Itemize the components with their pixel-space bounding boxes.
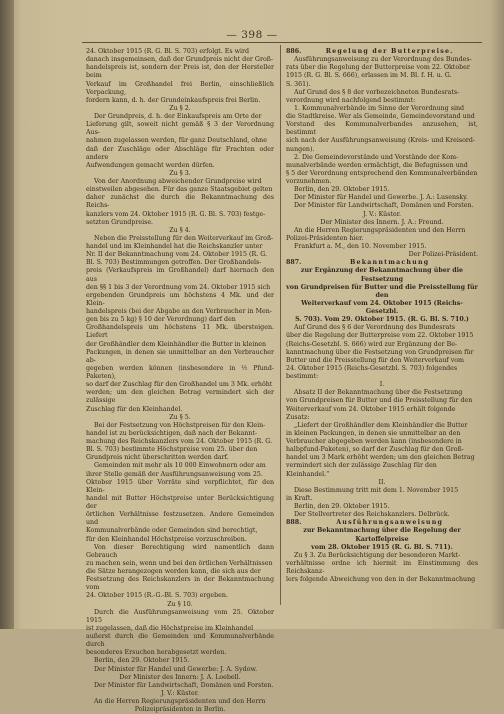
section-number: 888. bbox=[286, 519, 302, 527]
text-line: § 5 der Verordnung entsprechend den Kommunalverbänden bbox=[286, 169, 478, 177]
text-line: J. V.: Küster. bbox=[362, 210, 402, 218]
text-line: ist zugelassen, daß die Höchstpreise im Kleinhandel bbox=[86, 624, 254, 632]
text-line: Polizei-Präsidenten hier. bbox=[286, 234, 364, 242]
text-line: Großhandelspreis um höchstens 11 Mk. übersteigen. Liefert bbox=[86, 324, 274, 340]
text-line: einstweilen abgesehen. Für das ganze Staatsgebiet gelten bbox=[86, 186, 273, 194]
text-line: Durch die Ausführungsanweisung vom 25. Oktober 1915 bbox=[86, 608, 274, 624]
text-line: Von der Anordnung abweichender Grundpreise wird bbox=[94, 178, 262, 185]
text-line: zur Ergänzung der Bekanntmachung über die Festsetzung bbox=[300, 267, 464, 283]
text-line: vom 28. Oktober 1915 (R. G. Bl. S. 711). bbox=[311, 543, 453, 551]
section-heading bbox=[286, 519, 478, 527]
text-line: Verkauf im Großhandel frei Berlin, einschließlich Verpackung, bbox=[86, 80, 274, 96]
text-line: munalverbände werden ermächtigt, die Befugnissen und bbox=[286, 161, 468, 169]
text-line: sich nach der Ausführungsanweisung (Kreis- und Kreisord- bbox=[286, 137, 476, 145]
text-line: Der Minister für Landwirtschaft, Domänen und Forsten. bbox=[294, 202, 474, 210]
text-line: Zu § 5. bbox=[169, 413, 191, 421]
text-line: so darf der Zuschlag für den Großhandel um 3 Mk. erhöht bbox=[86, 381, 273, 389]
text-line: daß der Zuschläge oder Abschläge für Frachten oder andere bbox=[86, 145, 274, 161]
text-line: Weiterverkauf vom 24. Oktober 1915 erhält folgende bbox=[286, 405, 456, 413]
text-line: von Grundpreisen für Butter und die Preisstellung für den bbox=[286, 283, 478, 299]
text-line: Festsetzung des Reichskanzlers in der Bekanntmachung vom bbox=[86, 576, 274, 592]
text-line: der Großhändler dem Kleinhändler die Butter in kleinen bbox=[86, 340, 267, 348]
text-line: daher zunächst die durch die Bekanntmachung des Reichs- bbox=[86, 194, 274, 210]
text-line: Ausführungsanweisung zu der Verordnung des Bundes- bbox=[294, 56, 472, 64]
text-line: 24. Oktober 1915 (R.-G.-Bl. S. 703) ergeben. bbox=[86, 592, 228, 600]
text-line: handelspreis ist, sondern der Preis ist, den der Hersteller beim bbox=[86, 64, 274, 80]
text-line: S. 703). Vom 29. Oktober 1915. (R. G. Bl. S. 710.) bbox=[295, 316, 469, 324]
text-line: verhältnisse ordne ich hiermit im Einstimmung des Reichskanz- bbox=[286, 559, 478, 575]
text-line: Zu § 4. bbox=[169, 226, 191, 234]
text-line: außerst durch die Gemeinden und Kommunalverbände durch bbox=[86, 633, 274, 649]
text-line: Kommunalverbände oder Gemeinden sind berechtigt, bbox=[86, 527, 258, 535]
text-line: Auf Grund des § 6 der Verordnung des Bundesrats bbox=[294, 324, 456, 332]
text-line: lers folgende Abweichung von den in der Bekanntmachung bbox=[286, 576, 476, 584]
text-line: von Grundpreisen für Butter und die Preisstellung für den bbox=[286, 397, 473, 405]
text-line: für den Kleinhandel Höchstpreise vorzuschreiben. bbox=[86, 535, 247, 543]
text-line: in Kraft. bbox=[286, 494, 313, 502]
text-line: Lieferung gilt, soweit nicht gemäß § 3 der Verordnung Aus- bbox=[86, 121, 274, 137]
text-line: I. bbox=[379, 381, 385, 389]
text-line: 24. Oktober 1915 (Reichs-Gesetzbl. S. 703) folgendes bbox=[286, 364, 458, 372]
text-line: 1915 (R. G. Bl. S. 666), erlassen im M. Bl. f. H. u. G. bbox=[286, 72, 452, 80]
text-line: Bl. S. 703) bestimmte Höchstpreise vom 25. über den bbox=[86, 446, 258, 454]
text-line: vermindert sich der zulässige Zuschlag für den bbox=[286, 462, 437, 470]
text-line: Absatz II der Bekanntmachung über die Festsetzung bbox=[294, 389, 463, 397]
text-line: Von dieser Berechtigung wird namentlich dann Gebrauch bbox=[86, 543, 274, 559]
text-line: danach insgemeinsen, daß der Grundpreis nicht der Groß- bbox=[86, 56, 274, 64]
text-line: Vorstand des Kommunalverbandes anzusehen, ist, bestimmt bbox=[286, 121, 478, 137]
section-number: 886. bbox=[286, 48, 302, 55]
book-gutter bbox=[0, 0, 14, 629]
text-line: verordnung wird nachfolgend bestimmt: bbox=[286, 96, 416, 104]
text-line: Packungen, in denen sie unmittelbar an den Verbraucher ab- bbox=[86, 348, 274, 364]
text-line: zu machen sein, wenn und bei den örtlichen Verhältnissen bbox=[86, 559, 273, 567]
text-line: Weiterverkauf vom 24. Oktober 1915 (Reichs-Gesetzbl. bbox=[301, 299, 463, 315]
text-line: (Reichs-Gesetzbl. S. 666) wird zur Ergänzung der Be- bbox=[286, 340, 458, 348]
text-line: Zu § 2. bbox=[169, 104, 191, 112]
column-divider bbox=[280, 45, 281, 605]
text-line: Frankfurt a. M., den 10. November 1915. bbox=[294, 243, 427, 250]
text-line: Gemeinden mit mehr als 10 000 Einwohnern oder am bbox=[94, 462, 266, 470]
section-heading bbox=[286, 48, 478, 56]
text-line: handel ist zu berücksichtigen, daß nach der Bekannt- bbox=[86, 429, 257, 437]
text-line: gegeben werden können (insbesondere in ½ Pfund-Paketen), bbox=[86, 364, 274, 380]
text-line: Der Minister des Innern: J. A. Loebell. bbox=[119, 673, 241, 681]
text-line: ergebenden Grundpreis um höchstens 4 Mk. und der Klein- bbox=[86, 291, 274, 307]
text-line: rats über die Regelung der Butterpreise vom 22. Oktober bbox=[286, 64, 470, 72]
text-line: Berlin, den 29. Oktober 1915. bbox=[294, 186, 390, 194]
text-line: S. 361). bbox=[286, 80, 311, 88]
text-line: „Liefert der Großhändler dem Kleinhändler die Butter bbox=[294, 421, 468, 429]
text-line: die Stadtkreise. Wer als Gemeinde, Gemeindevorstand und bbox=[286, 113, 475, 120]
text-line: Verbraucher abgegeben werden kann (insbesondere in bbox=[286, 438, 462, 445]
text-line: An die Herren Regierungspräsidenten und den Herrn bbox=[94, 698, 266, 705]
text-line: Grundpreis nicht überschritten werden darf. bbox=[86, 454, 229, 462]
text-line: J. V.: Küster. bbox=[160, 689, 200, 697]
header-rule bbox=[82, 42, 482, 43]
text-line: halbpfund-Paketen), so darf der Zuschlag für den Groß- bbox=[286, 446, 464, 454]
text-line: 2. Die Gemeindevorstände und Vorstände der Kom- bbox=[294, 153, 459, 161]
text-line: den §§ 1 bis 3 der Verordnung vom 24. Oktober 1915 sich bbox=[86, 283, 271, 291]
text-line: Butter und die Preisstellung für den Weiterverkauf vom bbox=[286, 356, 465, 364]
section-title: Bekanntmachung bbox=[349, 259, 430, 267]
text-line: setzten Grundpreise. bbox=[86, 218, 154, 226]
text-line: Der Stellvertreter des Reichskanzlers. Delbrück. bbox=[294, 511, 450, 519]
text-line: vorzunehmen. bbox=[286, 178, 332, 185]
text-line: machung des Reichskanzlers vom 24. Oktober 1915 (R. G. bbox=[86, 438, 273, 445]
section-number: 887. bbox=[286, 259, 302, 267]
text-line: handel um 3 Mark erhöht werden; um den gleichen Betrag bbox=[286, 454, 475, 462]
text-line: Zu § 3. bbox=[169, 169, 191, 177]
text-line: zur Bekanntmachung über die Regelung der Kartoffelpreise bbox=[303, 527, 461, 543]
section-title: Ausführungsanweisung bbox=[336, 519, 444, 527]
text-line: Zusatz: bbox=[286, 413, 310, 421]
text-line: Der Minister des Innern. J. A.: Freund. bbox=[320, 218, 444, 226]
text-line: besonderes Ersuchen herabgesetzt werden. bbox=[86, 649, 227, 657]
text-line: handel und im Kleinhandel hat die Reichskanzler unter bbox=[86, 243, 263, 250]
text-line: Nr. II der Bekanntmachung vom 24. Oktober 1915 (R. G. bbox=[86, 251, 268, 259]
right-column bbox=[286, 48, 478, 584]
text-line: Der Minister für Handel und Gewerbe: J. A. Sydow. bbox=[94, 665, 258, 673]
text-line: Zu § 3. Zu Berücksichtigung der besonderen Markt- bbox=[294, 551, 461, 559]
text-line: Zu § 10. bbox=[167, 600, 193, 608]
left-column bbox=[86, 48, 274, 714]
text-line: gen bis zu 5 kg) § 10 der Verordnung) darf den bbox=[86, 316, 236, 324]
text-line: Zuschlag für den Kleinhandel. bbox=[86, 405, 183, 413]
text-line: Polizeipräsidenten in Berlin. bbox=[134, 706, 226, 714]
text-line: Berlin, den 29. Oktober 1915. bbox=[294, 503, 390, 510]
text-line: örtlichen Verhältnisse festzusetzen. Andere Gemeinden und bbox=[86, 511, 274, 527]
text-line: ihrer Stelle gemäß der Ausführungsanweisung vom 25. bbox=[86, 470, 263, 478]
text-line: fordern kann, d. h. der Grundeinkaufspreis frei Berlin. bbox=[86, 96, 261, 104]
text-line: Aufwendungen gemacht werden dürfen. bbox=[86, 161, 215, 169]
text-line: Bei der Festsetzung von Höchstpreisen für den Klein- bbox=[94, 421, 266, 429]
text-line: nahmen zugelassen werden, für ganz Deutschland, ohne bbox=[86, 137, 267, 145]
text-line: preis (Verkaufspreis im Großhandel) darf hiernach den aus bbox=[86, 267, 274, 283]
text-line: die Sätze herangezogen werden kann, die sich aus der bbox=[86, 568, 261, 575]
text-line: handelspreis (bei der Abgabe an den Verbraucher in Men- bbox=[86, 308, 272, 315]
text-line: werden; um den gleichen Betrag vermindert sich der zulässige bbox=[86, 389, 274, 405]
text-line: 24. Oktober 1915 (R. G. Bl. S. 703) erfolgt. Es wird bbox=[86, 48, 250, 55]
text-line: kanzlers vom 24. Oktober 1915 (R. G. Bl. S. 703) festge- bbox=[86, 210, 266, 218]
text-line: Der Minister für Handel und Gewerbe. J. A.: Lusensky. bbox=[294, 194, 468, 202]
page-number: — 398 — bbox=[226, 29, 278, 41]
text-line: Der Polizei-Präsident. bbox=[408, 251, 478, 259]
text-line: handel mit Butter Höchstpreise unter Berücksichtigung der bbox=[86, 494, 274, 510]
section-title: Regelung der Butterpreise. bbox=[325, 48, 454, 55]
text-line: Kleinhandel.“ bbox=[286, 470, 330, 478]
text-line: Oktober 1915 über Vorräte sind verpflichtet, für den Klein- bbox=[86, 478, 274, 494]
section-heading bbox=[286, 259, 478, 267]
text-line: An die Herren Regierungspräsidenten und den Herrn bbox=[294, 226, 466, 234]
text-line: nungen). bbox=[286, 145, 315, 153]
text-line: Bl. S. 703) Bestimmungen getroffen. Der Großhandels- bbox=[86, 259, 262, 267]
text-line: II. bbox=[378, 478, 386, 486]
text-line: kanntmachung über die Festsetzung von Grundpreisen für bbox=[286, 348, 474, 356]
text-line: Auf Grund des § 8 der vorbezeichneten Bundesrats- bbox=[294, 88, 460, 96]
text-line: in kleinen Packungen, in denen sie unmittelbar an den bbox=[286, 429, 461, 437]
text-line: 1. Kommunalverbände im Sinne der Verordnung sind bbox=[294, 104, 465, 112]
text-line: bestimmt: bbox=[286, 373, 319, 380]
text-line: Der Minister für Landwirtschaft, Domänen und Forsten. bbox=[94, 681, 274, 689]
text-line: Der Grundpreis, d. h. der Einkaufspreis am Orte der bbox=[94, 113, 262, 120]
text-line: Neben die Preisstellung für den Weiterverkauf im Groß- bbox=[94, 234, 274, 242]
text-line: über die Regelung der Butterpreise vom 22. Oktober 1915 bbox=[286, 332, 474, 340]
text-line: Berlin, den 29. Oktober 1915. bbox=[94, 657, 190, 665]
text-line: Diese Bestimmung tritt mit dem 1. November 1915 bbox=[294, 486, 459, 494]
